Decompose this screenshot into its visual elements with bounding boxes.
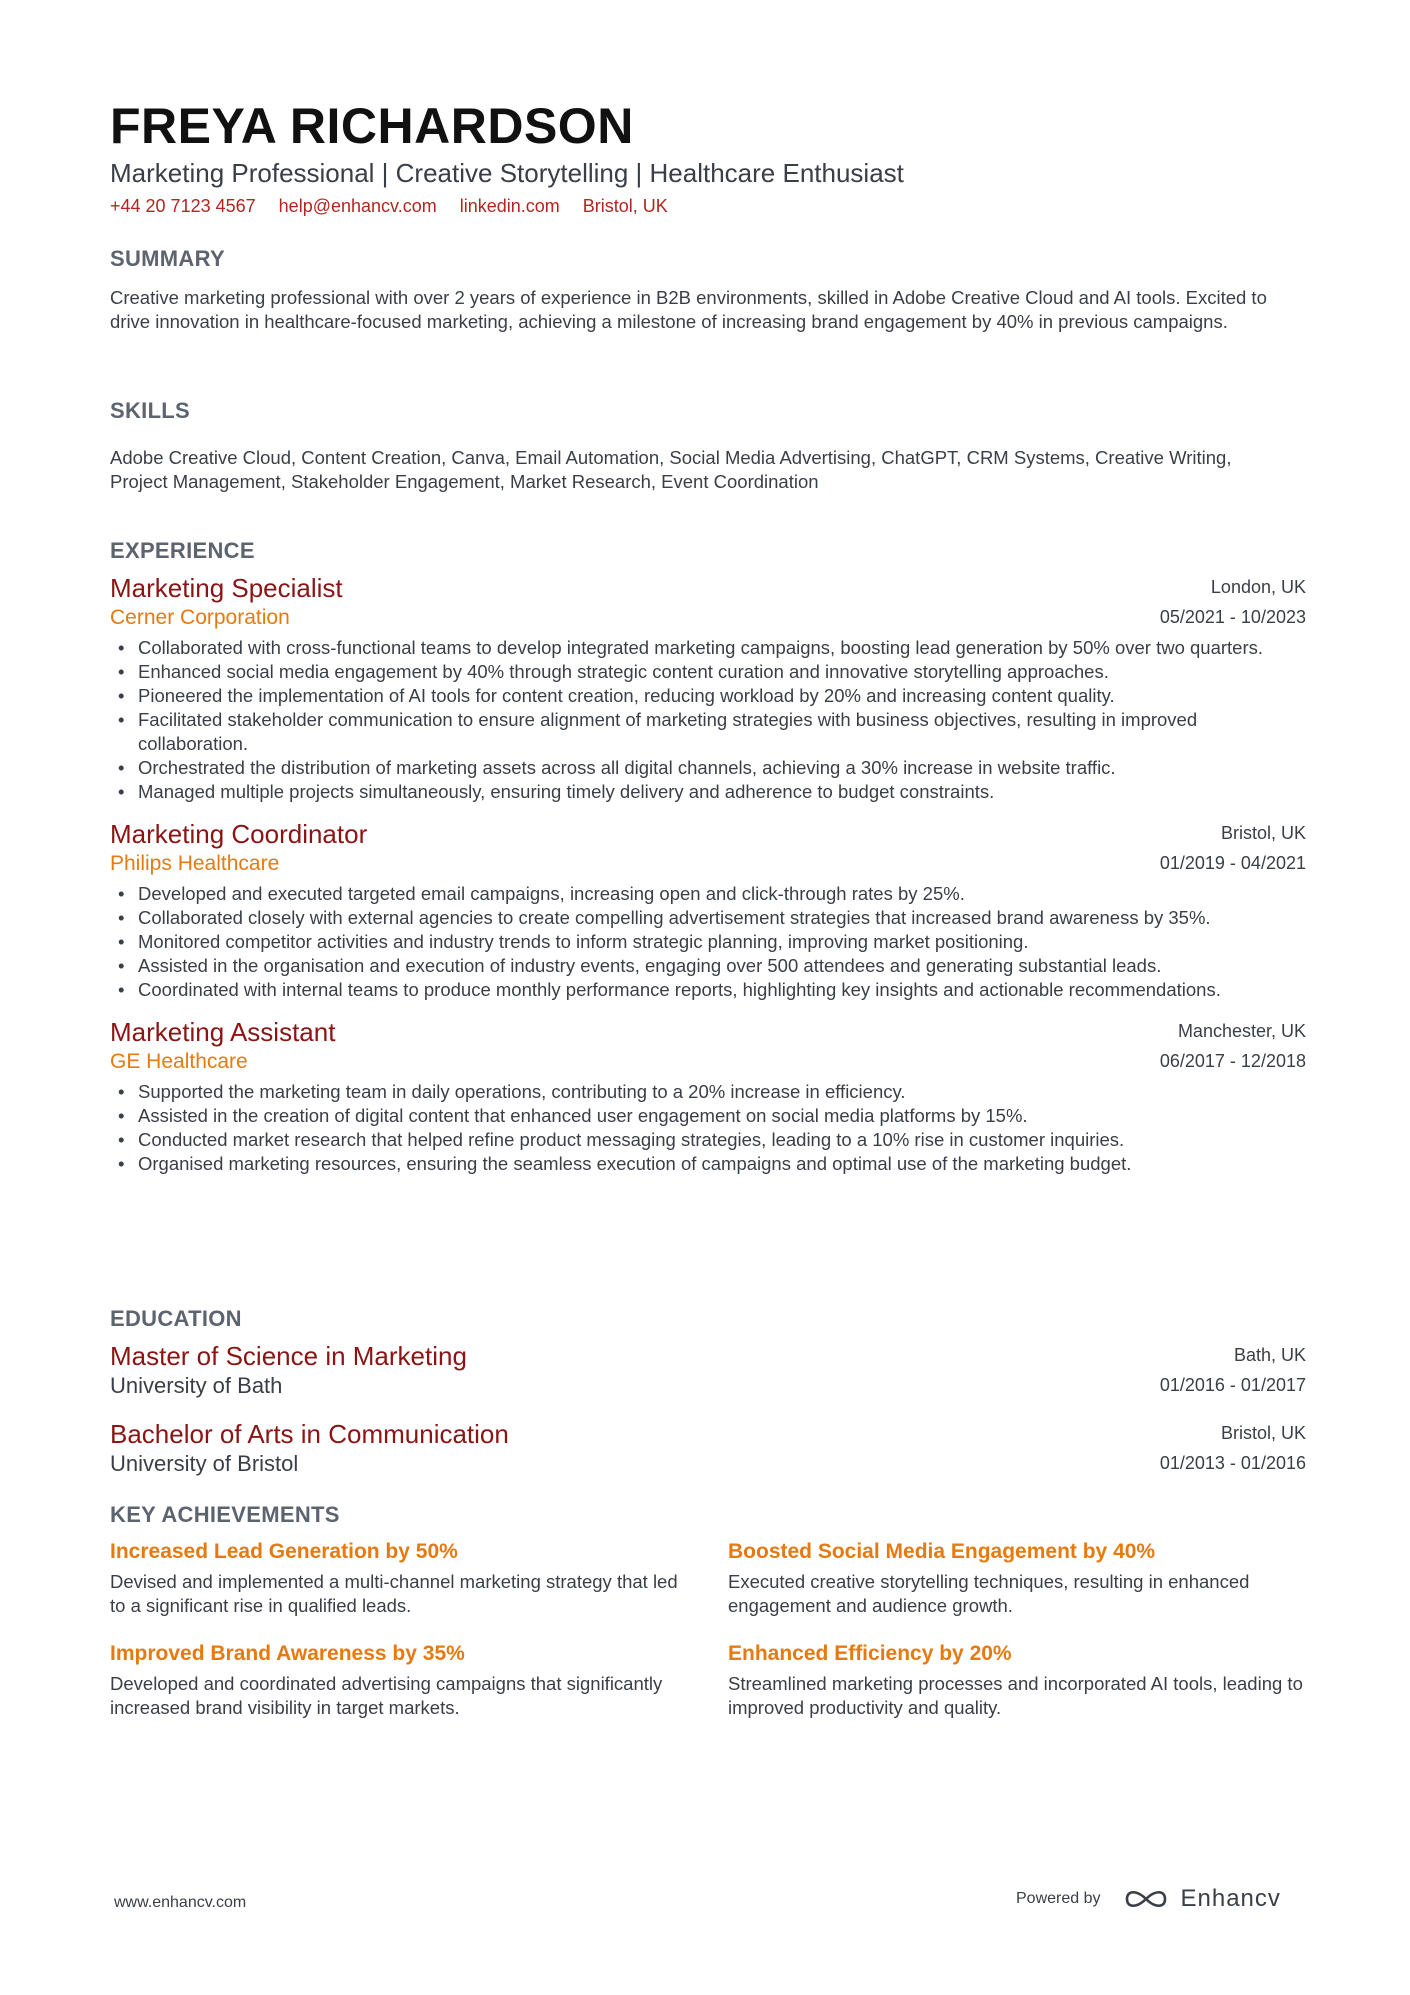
job-bullet: • Monitored competitor activities and industry trends to inform strategic planning, improving market positioning. (138, 930, 1306, 954)
job-company: GE Healthcare (110, 1050, 248, 1073)
job-bullets (110, 636, 1306, 804)
candidate-name: FREYA RICHARDSON (110, 98, 634, 154)
job-dates: 01/2019 - 04/2021 (1159, 853, 1306, 873)
job-bullets (110, 882, 1306, 1002)
achievement-title: Increased Lead Generation by 50% (110, 1540, 458, 1563)
degree: Bachelor of Arts in Communication (110, 1419, 509, 1449)
job-dates: 06/2017 - 12/2018 (1159, 1051, 1306, 1071)
achievement-title: Improved Brand Awareness by 35% (110, 1642, 465, 1665)
section-title-education: EDUCATION (110, 1306, 242, 1331)
education-dates: 01/2016 - 01/2017 (1159, 1375, 1306, 1395)
linkedin-link[interactable]: linkedin.com (459, 196, 560, 216)
education-location: Bath, UK (1233, 1345, 1306, 1365)
achievement-description: Executed creative storytelling techniques, resulting in enhanced engagement and audience growth. (728, 1571, 1250, 1616)
skills-section (110, 396, 1306, 494)
achievements-section (110, 1500, 1306, 1718)
phone[interactable]: +44 20 7123 4567 (110, 196, 256, 216)
footer-website[interactable]: www.enhancv.com (114, 1894, 247, 1911)
job-meta (1160, 818, 1306, 878)
school: University of Bristol (110, 1451, 299, 1476)
job-dates: 05/2021 - 10/2023 (1159, 607, 1306, 627)
job-company: Cerner Corporation (110, 606, 290, 629)
email-link[interactable]: help@enhancv.com (278, 196, 437, 216)
job-bullet: • Orchestrated the distribution of marketing assets across all digital channels, achieving a 30% increase in website traffic. (138, 756, 1306, 780)
job-bullet: • Assisted in the creation of digital content that enhanced user engagement on social media platforms by 15%. (138, 1104, 1306, 1128)
job-role: Marketing Assistant (110, 1017, 336, 1047)
job-company: Philips Healthcare (110, 852, 280, 875)
education-meta (1160, 1418, 1306, 1478)
achievement-description: Developed and coordinated advertising campaigns that significantly increased brand visibility in target markets. (110, 1673, 663, 1718)
job-bullet: • Managed multiple projects simultaneously, ensuring timely delivery and adherence to budget constraints. (138, 780, 1306, 804)
achievement-item (728, 1640, 1308, 1720)
school: University of Bath (110, 1373, 283, 1398)
powered-by-label: Powered by (1016, 1890, 1101, 1907)
skills-list: Adobe Creative Cloud, Content Creation, Canva, Email Automation, Social Media Advertising, ChatGPT, CRM Systems, Creative Writing, Project Management, Stakeholder Engagement, Market Research, Event Coordination (110, 447, 1232, 492)
achievement-item (728, 1538, 1308, 1618)
achievement-item (110, 1640, 690, 1720)
achievement-item (110, 1538, 690, 1618)
contact-info (110, 194, 1306, 218)
job-bullet: • Assisted in the organisation and execution of industry events, engaging over 500 attendees and generating substantial leads. (138, 954, 1306, 978)
job-bullet: • Collaborated with cross-functional teams to develop integrated marketing campaigns, boosting lead generation by 50% over two quarters. (138, 636, 1306, 660)
section-title-experience: EXPERIENCE (110, 538, 255, 563)
education-meta (1160, 1340, 1306, 1400)
job-bullet: • Developed and executed targeted email campaigns, increasing open and click-through rates by 25%. (138, 882, 1306, 906)
job-entry (110, 818, 1306, 1002)
education-location: Bristol, UK (1220, 1423, 1306, 1443)
job-location: Manchester, UK (1177, 1021, 1306, 1041)
location: Bristol, UK (582, 196, 668, 216)
job-bullet: • Enhanced social media engagement by 40% through strategic content curation and innovative storytelling approaches. (138, 660, 1306, 684)
job-role: Marketing Coordinator (110, 819, 368, 849)
job-role: Marketing Specialist (110, 573, 343, 603)
resume-page (110, 96, 1306, 1718)
section-title-skills: SKILLS (110, 398, 191, 423)
brand-name: Enhancv (1180, 1885, 1281, 1912)
job-bullet: • Coordinated with internal teams to produce monthly performance reports, highlighting key insights and actionable recommendations. (138, 978, 1306, 1002)
education-entry (110, 1340, 1306, 1400)
education-dates: 01/2013 - 01/2016 (1159, 1453, 1306, 1473)
education-section (110, 1304, 1306, 1478)
education-entry (110, 1418, 1306, 1478)
degree: Master of Science in Marketing (110, 1341, 467, 1371)
job-entry (110, 1016, 1306, 1176)
job-bullets (110, 1080, 1306, 1176)
achievement-title: Enhanced Efficiency by 20% (728, 1642, 1012, 1665)
summary-text: Creative marketing professional with over 2 years of experience in B2B environments, skilled in Adobe Creative Cloud and AI tools. Excited to drive innovation in healthcare-focused marketing, achieving a milestone of increasing brand engagement by 40% in previous campaigns. (110, 287, 1267, 332)
job-bullet: • Collaborated closely with external agencies to create compelling advertisement strategies that increased brand awareness by 35%. (138, 906, 1306, 930)
achievement-description: Devised and implemented a multi-channel marketing strategy that led to a significant rise in qualified leads. (110, 1571, 678, 1616)
achievement-title: Boosted Social Media Engagement by 40% (728, 1540, 1156, 1563)
job-bullet: • Organised marketing resources, ensuring the seamless execution of campaigns and optimal use of the marketing budget. (138, 1152, 1306, 1176)
job-bullet: • Facilitated stakeholder communication to ensure alignment of marketing strategies with business objectives, resulting in improved collaboration. (138, 708, 1306, 756)
job-bullet: • Pioneered the implementation of AI tools for content creation, reducing workload by 20% and increasing content quality. (138, 684, 1306, 708)
job-meta (1160, 572, 1306, 632)
job-bullet: • Conducted market research that helped refine product messaging strategies, leading to a 10% rise in customer inquiries. (138, 1128, 1306, 1152)
experience-section (110, 536, 1306, 1176)
job-location: London, UK (1210, 577, 1306, 597)
footer-branding (1016, 1884, 1281, 1914)
enhancv-logo-icon (1123, 1884, 1169, 1914)
job-meta (1160, 1016, 1306, 1076)
job-entry (110, 572, 1306, 804)
summary-section (110, 244, 1306, 334)
job-bullet: • Supported the marketing team in daily operations, contributing to a 20% increase in efficiency. (138, 1080, 1306, 1104)
achievement-description: Streamlined marketing processes and incorporated AI tools, leading to improved productivity and quality. (728, 1673, 1303, 1718)
headline: Marketing Professional | Creative Storytelling | Healthcare Enthusiast (110, 158, 904, 188)
section-title-summary: SUMMARY (110, 246, 225, 271)
section-title-achievements: KEY ACHIEVEMENTS (110, 1502, 340, 1527)
job-location: Bristol, UK (1220, 823, 1306, 843)
